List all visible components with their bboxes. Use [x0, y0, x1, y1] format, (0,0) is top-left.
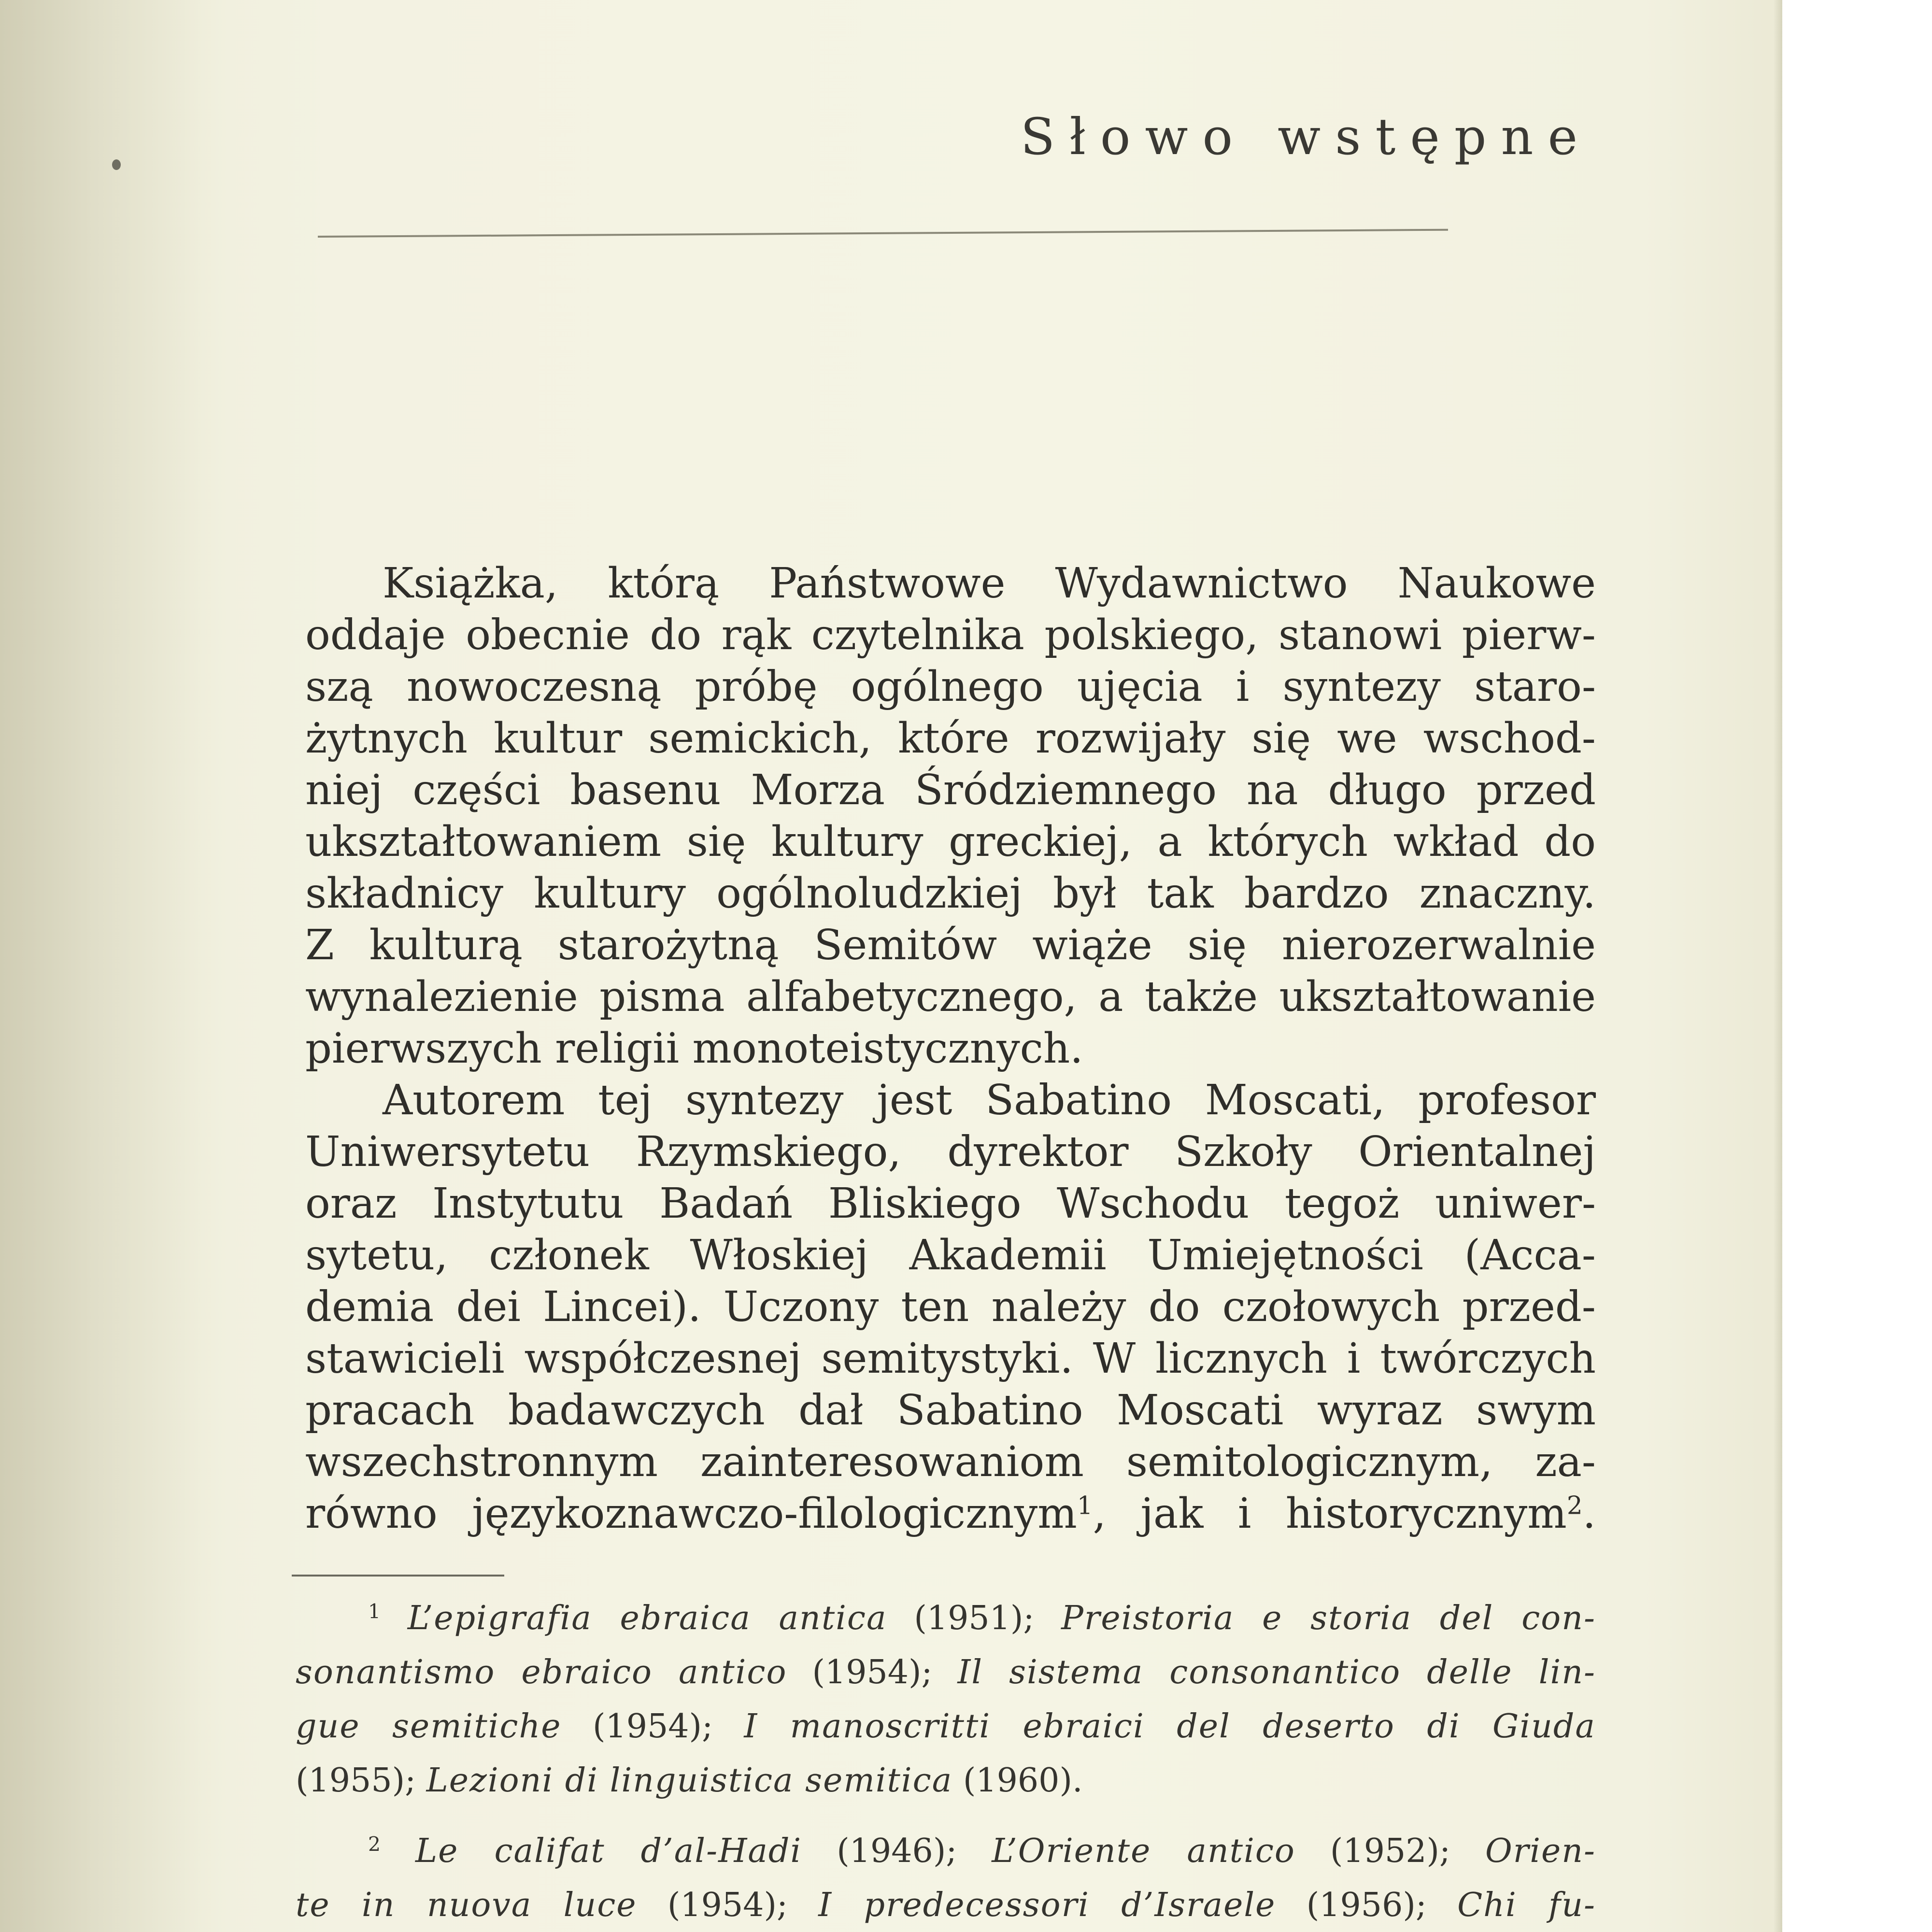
text-line: sytetu, członek Włoskiej Akademii Umiejętności (Acca- [305, 1231, 1596, 1279]
footnote-1-line [296, 1591, 1596, 1646]
text-line: stawicieli współczesnej semitystyki. W licznych i twórczych [305, 1335, 1596, 1383]
text-line: Książka, którą Państwowe Wydawnictwo Naukowe [383, 559, 1596, 608]
footnote-2-line [296, 1824, 1596, 1878]
text-segment: . [1582, 1490, 1596, 1538]
text-line: pracach badawczych dał Sabatino Moscati wyraz swym [305, 1386, 1596, 1435]
footnote-title: Preistoria e storia del con- [1061, 1599, 1596, 1637]
footnote-title: te in nuova luce [296, 1886, 637, 1924]
footnote-year: (1951); [887, 1599, 1062, 1637]
text-line: szą nowoczesną próbę ogólnego ujęcia i syntezy staro- [305, 663, 1596, 711]
text-line: oraz Instytutu Badań Bliskiego Wschodu tegoż uniwer- [305, 1179, 1596, 1228]
footnote-title: sonantismo ebraico antico [296, 1653, 787, 1691]
footnote-title: L’epigrafia ebraica antica [407, 1599, 887, 1637]
footnote-rule [292, 1575, 504, 1577]
footnotes [296, 1591, 1596, 1932]
text-line: demia dei Lincei). Uczony ten należy do czołowych przed- [305, 1283, 1596, 1331]
footnote-title: Il sistema consonantico delle lin- [957, 1653, 1596, 1691]
footnote-year: (1954); [561, 1707, 744, 1746]
text-line: żytnych kultur semickich, które rozwijały się we wschod- [305, 714, 1596, 763]
footnote-ref: 2 [1566, 1491, 1583, 1520]
text-segment: , jak i historycznym [1093, 1490, 1567, 1538]
footnote-marker: 2 [368, 1833, 381, 1856]
footnote-title: Le califat d’al-Hadi [415, 1832, 802, 1870]
text-line: niej części basenu Morza Śródziemnego na długo przed [305, 766, 1596, 814]
footnote-title: L’Oriente antico [992, 1832, 1295, 1870]
text-line-with-refs [305, 1488, 1596, 1540]
footnote-marker: 1 [368, 1600, 381, 1623]
footnote-1-line [296, 1646, 1596, 1700]
footnote-year: (1946); [802, 1832, 992, 1870]
footnote-title: gue semitiche [296, 1707, 562, 1746]
footnote-year: (1954); [637, 1886, 819, 1924]
footnote-title: Orien- [1485, 1832, 1596, 1870]
footnote-ref: 1 [1077, 1491, 1093, 1520]
text-line: wszechstronnym zainteresowaniom semitologicznym, za- [305, 1438, 1596, 1486]
footnote-year: (1956); [1276, 1886, 1458, 1924]
main-text [305, 558, 1596, 1540]
title-rule [318, 229, 1448, 238]
footnote-year: (1954); [787, 1653, 958, 1691]
footnote-title: I predecessori d’Israele [818, 1886, 1276, 1924]
text-segment: równo językoznawczo-filologicznym [305, 1490, 1077, 1538]
footnote-year: (1952); [1295, 1832, 1485, 1870]
footnote-1-line [296, 1700, 1596, 1754]
footnote-title: Chi fu- [1457, 1886, 1596, 1924]
footnote-title: I manoscritti ebraici del deserto di Giuda [744, 1707, 1596, 1746]
page-edge [1774, 0, 1782, 1932]
paragraph-end-line: pierwszych religii monoteistycznych. [305, 1024, 1083, 1073]
footnote-1-line [296, 1754, 1596, 1808]
text-line: Uniwersytetu Rzymskiego, dyrektor Szkoły Orientalnej [305, 1128, 1596, 1176]
footnote-year: (1955); [296, 1762, 426, 1800]
footnote-year: (1960). [952, 1762, 1083, 1800]
text-line: Z kulturą starożytną Semitów wiąże się nierozerwalnie [305, 921, 1596, 969]
text-line: Autorem tej syntezy jest Sabatino Moscati, profesor [383, 1076, 1596, 1124]
footnote-title: Lezioni di linguistica semitica [426, 1762, 953, 1800]
chapter-title: Słowo wstępne [1020, 107, 1592, 166]
text-line: ukształtowaniem się kultury greckiej, a których wkład do [305, 818, 1596, 866]
page-content [296, 0, 1596, 1932]
spine-shadow [0, 0, 227, 1932]
text-line: oddaje obecnie do rąk czytelnika polskiego, stanowi pierw- [305, 611, 1596, 659]
ink-speck [112, 159, 121, 170]
text-line: wynalezienie pisma alfabetycznego, a także ukształtowanie [305, 973, 1596, 1021]
footnote-2-line [296, 1878, 1596, 1932]
text-line: składnicy kultury ogólnoludzkiej był tak bardzo znaczny. [305, 869, 1596, 918]
